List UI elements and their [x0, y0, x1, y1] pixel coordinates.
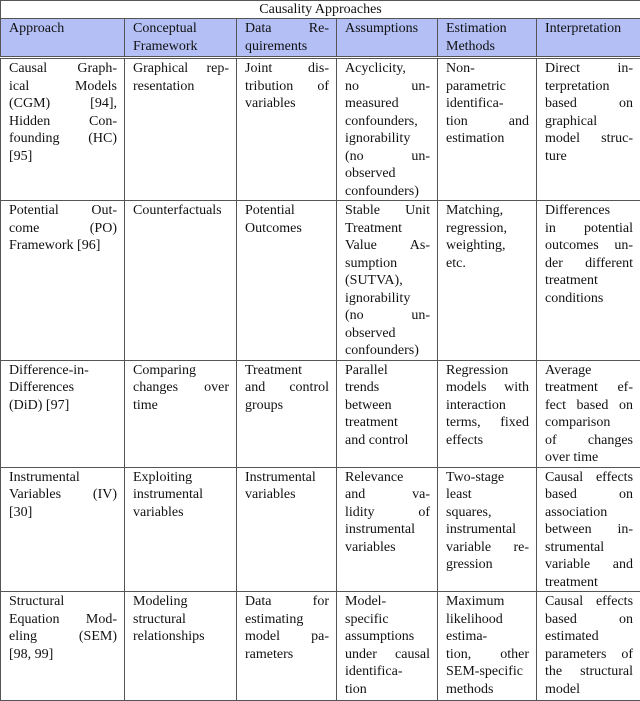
cell-estimation-methods — [438, 592, 537, 701]
cell-approach — [1, 467, 125, 592]
cell-line: estimation — [446, 130, 529, 148]
cell-line: under causal — [345, 646, 430, 664]
cell-line: measured — [345, 95, 430, 113]
cell-line: over time — [545, 449, 633, 467]
cell-line: assumptions — [345, 628, 430, 646]
cell-line: between in- — [545, 521, 633, 539]
cell-line: Instrumental — [245, 469, 329, 487]
cell-conceptual-framework — [125, 201, 237, 361]
cell-interpretation — [537, 467, 640, 592]
cell-line: variables — [133, 504, 229, 522]
cell-line: fect based on — [545, 397, 633, 415]
cell-line: variable and — [545, 556, 633, 574]
cell-line: tion — [345, 681, 430, 699]
cell-line: likelihood — [446, 611, 529, 629]
cell-line: quirements — [245, 38, 329, 56]
cell-line: changes over — [133, 379, 229, 397]
cell-line: Modeling — [133, 593, 229, 611]
cell-line: conditions — [545, 290, 633, 308]
header-estimation-methods — [438, 19, 537, 58]
cell-line: Non- — [446, 60, 529, 78]
header-data-requirements — [237, 19, 337, 58]
cell-line: Equation Mod- — [9, 611, 117, 629]
cell-line: der different — [545, 255, 633, 273]
cell-line: gression — [446, 556, 529, 574]
cell-conceptual-framework — [125, 58, 237, 201]
cell-line: outcomes un- — [545, 237, 633, 255]
cell-line: model — [545, 681, 633, 699]
cell-line: Stable Unit — [345, 202, 430, 220]
cell-line: interaction — [446, 397, 529, 415]
table-row — [1, 592, 640, 701]
cell-line: tion, other — [446, 646, 529, 664]
cell-line: lidity of — [345, 504, 430, 522]
cell-line: relationships — [133, 628, 229, 646]
cell-line: Causal Graph- — [9, 60, 117, 78]
cell-data-requirements — [237, 592, 337, 701]
cell-line: identifica- — [446, 95, 529, 113]
cell-line: eling (SEM) — [9, 628, 117, 646]
cell-line: methods — [446, 681, 529, 699]
cell-line: Potential Out- — [9, 202, 117, 220]
cell-line: Causal effects — [545, 593, 633, 611]
table-row — [1, 58, 640, 201]
cell-line: Average — [545, 362, 633, 380]
cell-line: Exploiting — [133, 469, 229, 487]
cell-line: graphical — [545, 113, 633, 131]
cell-line: [98, 99] — [9, 646, 117, 664]
cell-line: (SUTVA), — [345, 272, 430, 290]
cell-line: instrumental — [446, 521, 529, 539]
cell-assumptions — [337, 58, 438, 201]
cell-line: Matching, — [446, 202, 529, 220]
cell-interpretation — [537, 592, 640, 701]
cell-line: treatment — [345, 414, 430, 432]
cell-approach — [1, 360, 125, 467]
cell-line: variable re- — [446, 539, 529, 557]
cell-line: between — [345, 397, 430, 415]
cell-interpretation — [537, 360, 640, 467]
cell-assumptions — [337, 201, 438, 361]
cell-line: based on — [545, 95, 633, 113]
cell-line: Estimation — [446, 20, 529, 38]
cell-line: instrumental — [133, 486, 229, 504]
cell-line: tribution of — [245, 78, 329, 96]
cell-line: Comparing — [133, 362, 229, 380]
cell-line: based on — [545, 611, 633, 629]
cell-line: weighting, — [446, 237, 529, 255]
cell-line: SEM-specific — [446, 663, 529, 681]
cell-line: in potential — [545, 220, 633, 238]
cell-line: the structural — [545, 663, 633, 681]
cell-approach — [1, 201, 125, 361]
cell-line: Difference-in- — [9, 362, 117, 380]
cell-data-requirements — [237, 360, 337, 467]
cell-line: Maximum — [446, 593, 529, 611]
cell-line: least — [446, 486, 529, 504]
cell-data-requirements — [237, 201, 337, 361]
cell-line: parametric — [446, 78, 529, 96]
cell-line: confounders) — [345, 342, 430, 360]
cell-line: instrumental — [345, 521, 430, 539]
cell-line: [95] — [9, 148, 117, 166]
cell-interpretation — [537, 201, 640, 361]
cell-line: groups — [245, 397, 329, 415]
cell-line: regression, — [446, 220, 529, 238]
cell-line: (no un- — [345, 148, 430, 166]
cell-line: based on — [545, 486, 633, 504]
cell-line: strumental — [545, 539, 633, 557]
header-interpretation — [537, 19, 640, 58]
cell-line: Counterfactuals — [133, 202, 229, 220]
cell-line: treatment — [545, 574, 633, 592]
cell-line: variables — [245, 95, 329, 113]
cell-line: come (PO) — [9, 220, 117, 238]
cell-line: and va- — [345, 486, 430, 504]
cell-line: Data for — [245, 593, 329, 611]
cell-line: confounders, — [345, 113, 430, 131]
table-body — [1, 1, 640, 701]
cell-line: Instrumental — [9, 469, 117, 487]
cell-line: treatment — [545, 272, 633, 290]
cell-line: Causal effects — [545, 469, 633, 487]
cell-line: Value As- — [345, 237, 430, 255]
cell-approach — [1, 58, 125, 201]
cell-line: squares, — [446, 504, 529, 522]
cell-estimation-methods — [438, 58, 537, 201]
cell-line: etc. — [446, 255, 529, 273]
cell-conceptual-framework — [125, 467, 237, 592]
cell-line: Approach — [9, 20, 117, 38]
cell-line: comparison — [545, 414, 633, 432]
cell-line: Relevance — [345, 469, 430, 487]
cell-line: Assumptions — [345, 20, 430, 38]
cell-line: estima- — [446, 628, 529, 646]
cell-line: ignorability — [345, 130, 430, 148]
cell-line: parameters of — [545, 646, 633, 664]
cell-line: Framework [96] — [9, 237, 117, 255]
table-title-row — [1, 1, 640, 19]
cell-line: Framework — [133, 38, 229, 56]
cell-line: model pa- — [245, 628, 329, 646]
cell-line: Conceptual — [133, 20, 229, 38]
header-row — [1, 19, 640, 58]
cell-line: Differences — [545, 202, 633, 220]
cell-line: variables — [245, 486, 329, 504]
cell-line: (no un- — [345, 307, 430, 325]
cell-line: association — [545, 504, 633, 522]
cell-line: confounders) — [345, 183, 430, 201]
cell-estimation-methods — [438, 360, 537, 467]
cell-line: models with — [446, 379, 529, 397]
cell-line: terpretation — [545, 78, 633, 96]
cell-line: sumption — [345, 255, 430, 273]
cell-line: and control — [245, 379, 329, 397]
cell-line: effects — [446, 432, 529, 450]
cell-line: observed — [345, 165, 430, 183]
cell-line: identifica- — [345, 663, 430, 681]
cell-data-requirements — [237, 467, 337, 592]
cell-line: structural — [133, 611, 229, 629]
cell-line: terms, fixed — [446, 414, 529, 432]
cell-line: Treatment — [345, 220, 430, 238]
cell-line: Two-stage — [446, 469, 529, 487]
cell-conceptual-framework — [125, 592, 237, 701]
cell-line: Differences — [9, 379, 117, 397]
cell-line: estimating — [245, 611, 329, 629]
cell-assumptions — [337, 360, 438, 467]
cell-line: variables — [345, 539, 430, 557]
cell-line: Interpretation — [545, 20, 633, 38]
table-row — [1, 467, 640, 592]
cell-line: Direct in- — [545, 60, 633, 78]
cell-line: (DiD) [97] — [9, 397, 117, 415]
cell-line: Data Re- — [245, 20, 329, 38]
cell-line: specific — [345, 611, 430, 629]
cell-approach — [1, 592, 125, 701]
cell-assumptions — [337, 467, 438, 592]
cell-line: Graphical rep- — [133, 60, 229, 78]
cell-assumptions — [337, 592, 438, 701]
cell-line: Model- — [345, 593, 430, 611]
cell-line: no un- — [345, 78, 430, 96]
cell-line: tion and — [446, 113, 529, 131]
cell-line: estimated — [545, 628, 633, 646]
cell-line: Hidden Con- — [9, 113, 117, 131]
cell-line: resentation — [133, 78, 229, 96]
cell-line: model struc- — [545, 130, 633, 148]
cell-line: of changes — [545, 432, 633, 450]
cell-line: and control — [345, 432, 430, 450]
cell-line: trends — [345, 379, 430, 397]
cell-line: ical Models — [9, 78, 117, 96]
table-title: Causality Approaches — [1, 1, 640, 19]
cell-interpretation — [537, 58, 640, 201]
cell-line: (CGM) [94], — [9, 95, 117, 113]
table-row — [1, 201, 640, 361]
cell-line: Variables (IV) — [9, 486, 117, 504]
cell-line: time — [133, 397, 229, 415]
cell-conceptual-framework — [125, 360, 237, 467]
cell-line: Regression — [446, 362, 529, 380]
cell-line: ignorability — [345, 290, 430, 308]
cell-line: Methods — [446, 38, 529, 56]
cell-line: Acyclicity, — [345, 60, 430, 78]
table-row — [1, 360, 640, 467]
cell-line: Treatment — [245, 362, 329, 380]
cell-line: Joint dis- — [245, 60, 329, 78]
cell-line: Parallel — [345, 362, 430, 380]
cell-line: Potential — [245, 202, 329, 220]
cell-data-requirements — [237, 58, 337, 201]
cell-line: Structural — [9, 593, 117, 611]
cell-line: founding (HC) — [9, 130, 117, 148]
cell-line: rameters — [245, 646, 329, 664]
cell-line: Outcomes — [245, 220, 329, 238]
header-assumptions — [337, 19, 438, 58]
header-conceptual-framework — [125, 19, 237, 58]
cell-line: treatment ef- — [545, 379, 633, 397]
cell-line: observed — [345, 325, 430, 343]
cell-line: ture — [545, 148, 633, 166]
cell-estimation-methods — [438, 467, 537, 592]
header-approach — [1, 19, 125, 58]
cell-line: [30] — [9, 504, 117, 522]
cell-estimation-methods — [438, 201, 537, 361]
